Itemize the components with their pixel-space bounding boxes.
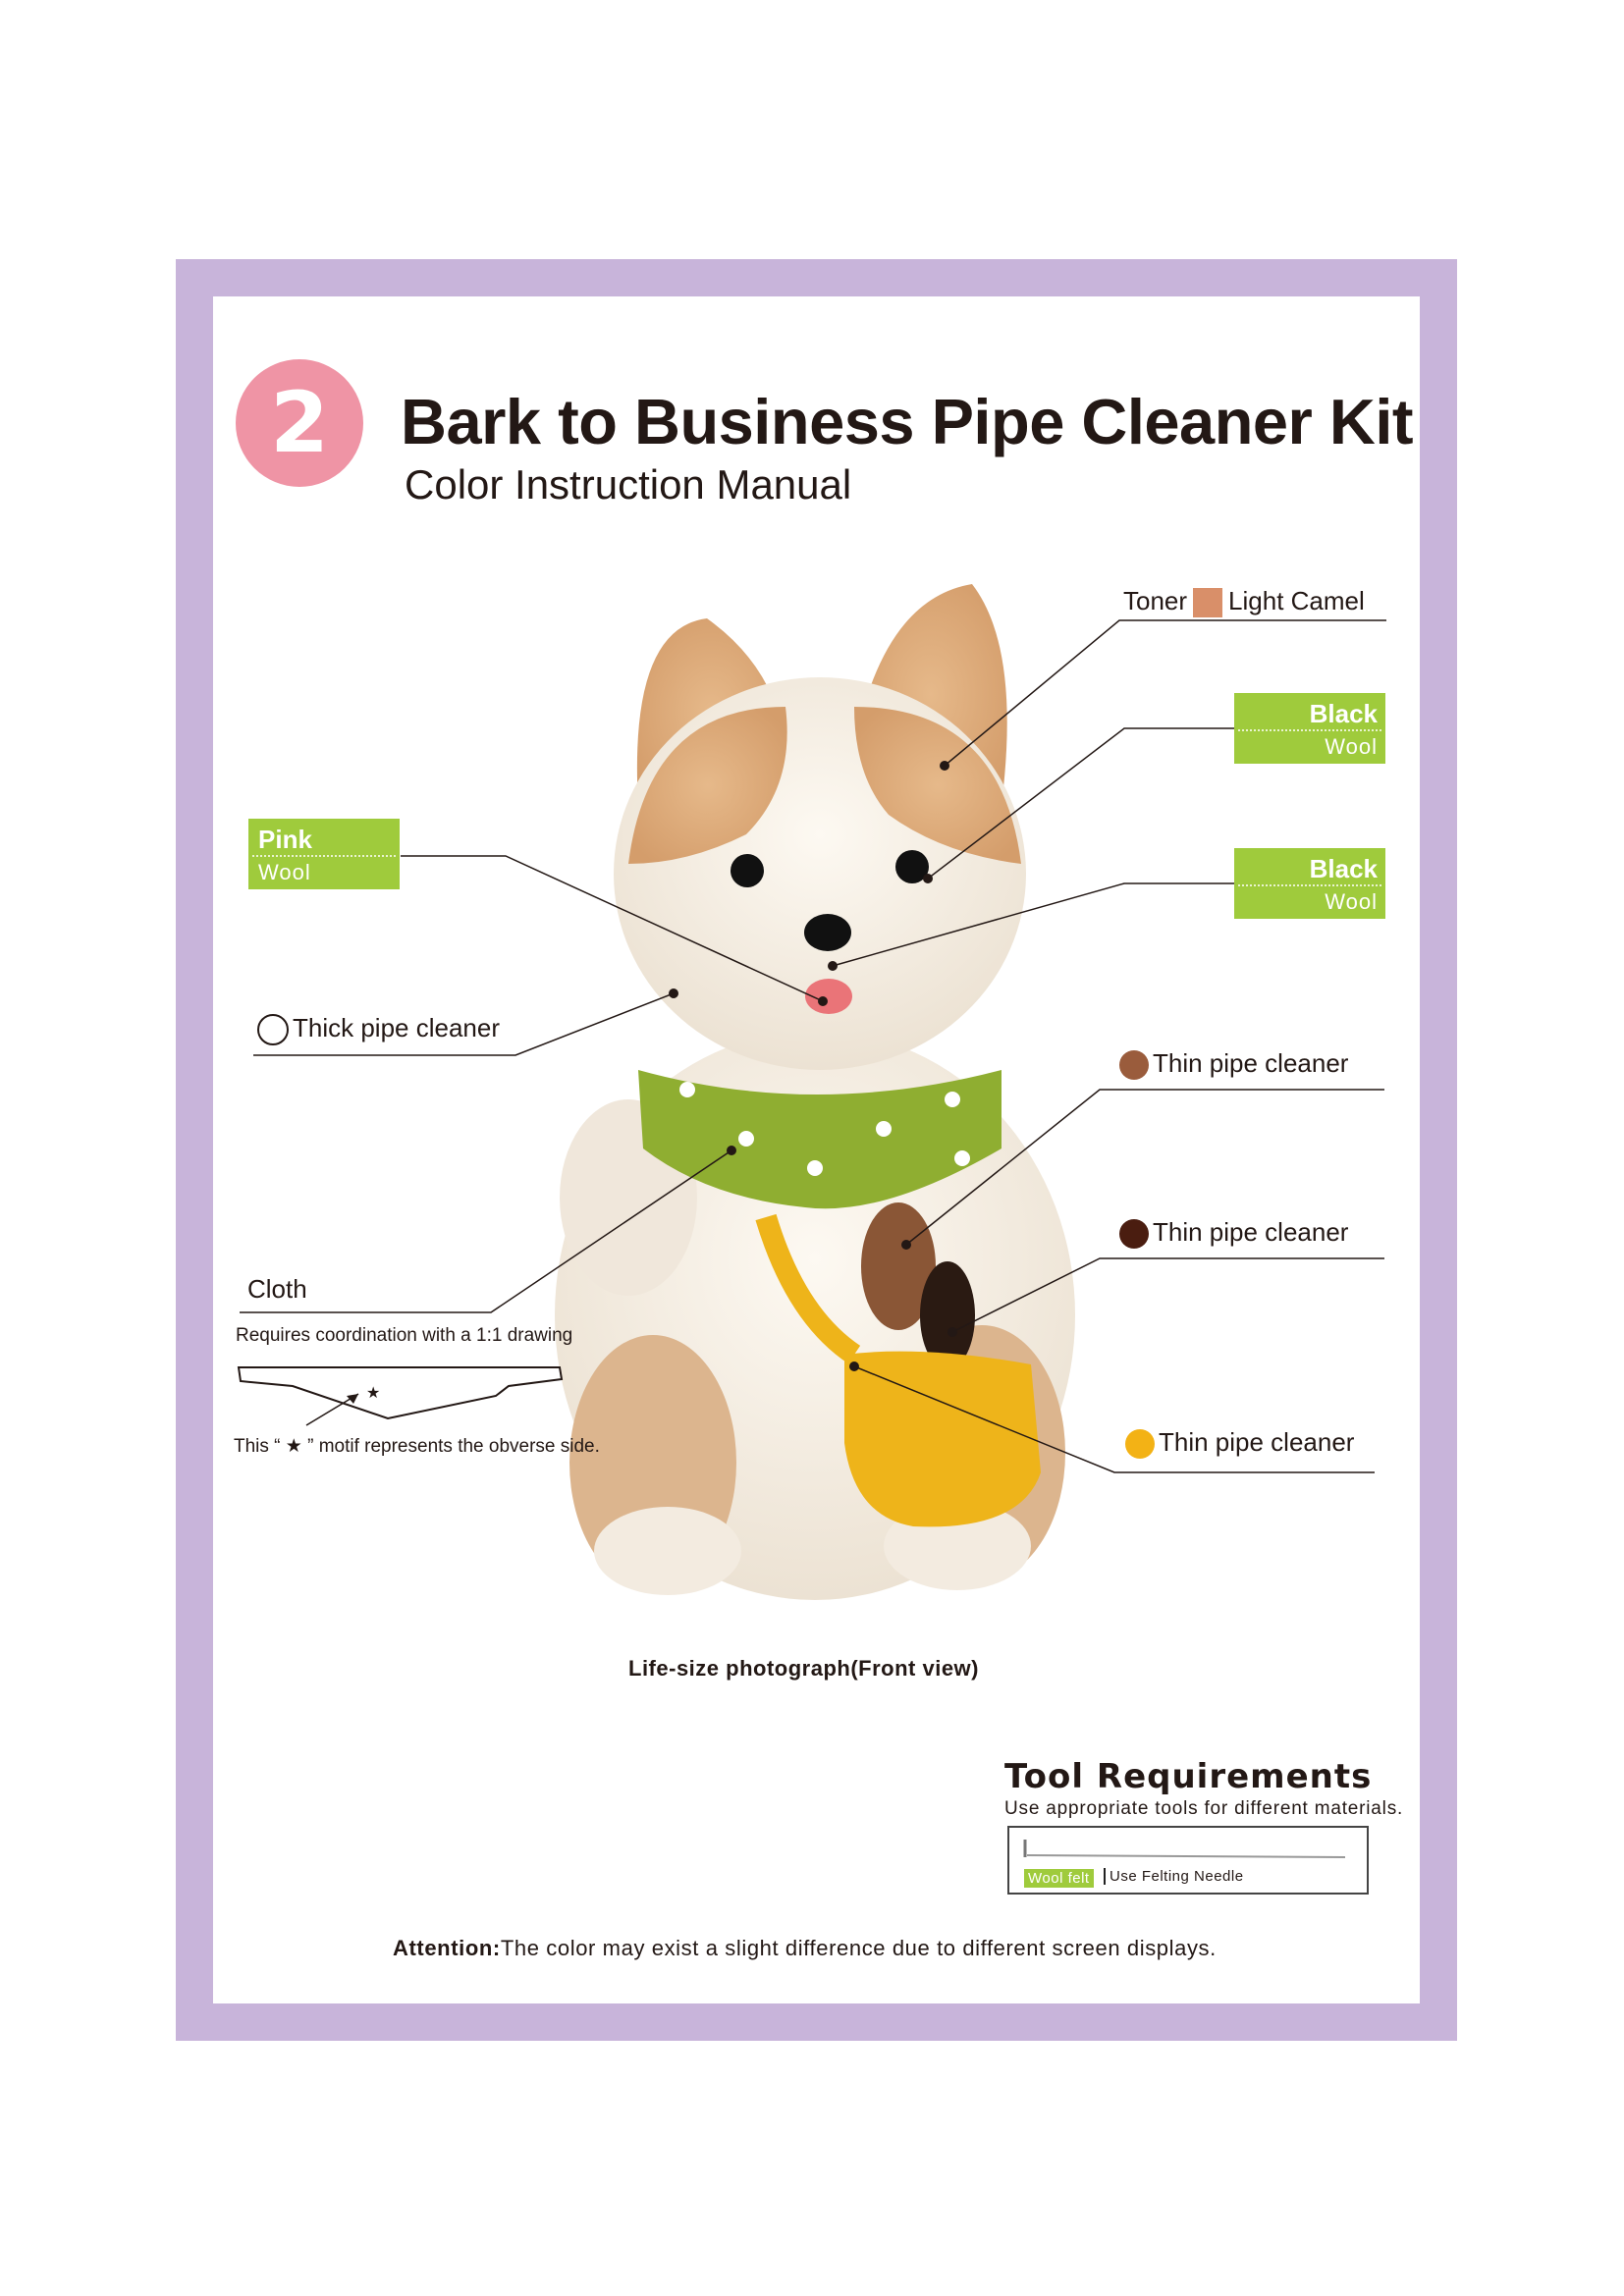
attention-label: Attention: (393, 1936, 501, 1960)
thin-pipe-cleaner-yellow-label (1125, 1427, 1354, 1459)
yellow-dot-icon (1125, 1429, 1155, 1459)
dark-brown-dot-icon (1119, 1219, 1149, 1249)
page-subtitle: Color Instruction Manual (405, 461, 852, 507)
toner-text: Toner (1123, 586, 1188, 615)
badge-color: Pink (258, 825, 312, 854)
step-number: 2 (270, 374, 329, 472)
badge-material: Wool (258, 860, 311, 884)
corgi-nose (804, 914, 851, 951)
thin-pipe-cleaner-brown-label (1119, 1048, 1348, 1080)
thin-yellow-text: Thin pipe cleaner (1159, 1427, 1355, 1457)
wool-felt-tag: Wool felt (1024, 1869, 1094, 1888)
thin-dark-text: Thin pipe cleaner (1153, 1217, 1349, 1247)
badge-material: Wool (1325, 734, 1378, 759)
cloth-note: Requires coordination with a 1:1 drawing (236, 1325, 573, 1346)
thick-pipe-cleaner-label (257, 1013, 500, 1045)
tool-requirements-title: Tool Requirements (1004, 1757, 1373, 1796)
corgi-left-eye (731, 854, 764, 887)
tool-requirements-subtitle: Use appropriate tools for different materials. (1004, 1798, 1404, 1819)
cloth-pattern-drawing (239, 1367, 562, 1418)
yellow-bag (844, 1352, 1041, 1527)
badge-color: Black (1309, 699, 1378, 728)
toner-label (1123, 586, 1365, 617)
motif-star: ★ (366, 1385, 381, 1402)
black-wool-badge-eyes (1234, 693, 1385, 764)
thick-pipe-cleaner-text: Thick pipe cleaner (293, 1013, 500, 1042)
badge-material: Wool (1325, 889, 1378, 914)
attention-text: The color may exist a slight difference due to different screen displays. (500, 1936, 1217, 1960)
light-camel-swatch (1193, 588, 1222, 617)
attention-note (393, 1936, 1217, 1961)
pink-wool-badge (248, 819, 400, 889)
thin-pipe-cleaner-dark-label (1119, 1217, 1348, 1249)
tool-box (1007, 1826, 1369, 1895)
black-wool-badge-nose (1234, 848, 1385, 919)
photo-caption: Life-size photograph(Front view) (628, 1656, 979, 1681)
felting-needle-text: Use Felting Needle (1104, 1868, 1244, 1885)
cloth-label: Cloth (247, 1274, 307, 1304)
toner-color-name: Light Camel (1228, 586, 1365, 615)
badge-color: Black (1309, 854, 1378, 883)
white-dot-icon (257, 1014, 289, 1045)
thin-brown-text: Thin pipe cleaner (1153, 1048, 1349, 1078)
page-title: Bark to Business Pipe Cleaner Kit (401, 386, 1414, 457)
brown-dot-icon (1119, 1050, 1149, 1080)
corgi-left-foot (594, 1507, 741, 1595)
cloth-motif-note: This “ ★ ” motif represents the obverse side. (234, 1436, 600, 1457)
